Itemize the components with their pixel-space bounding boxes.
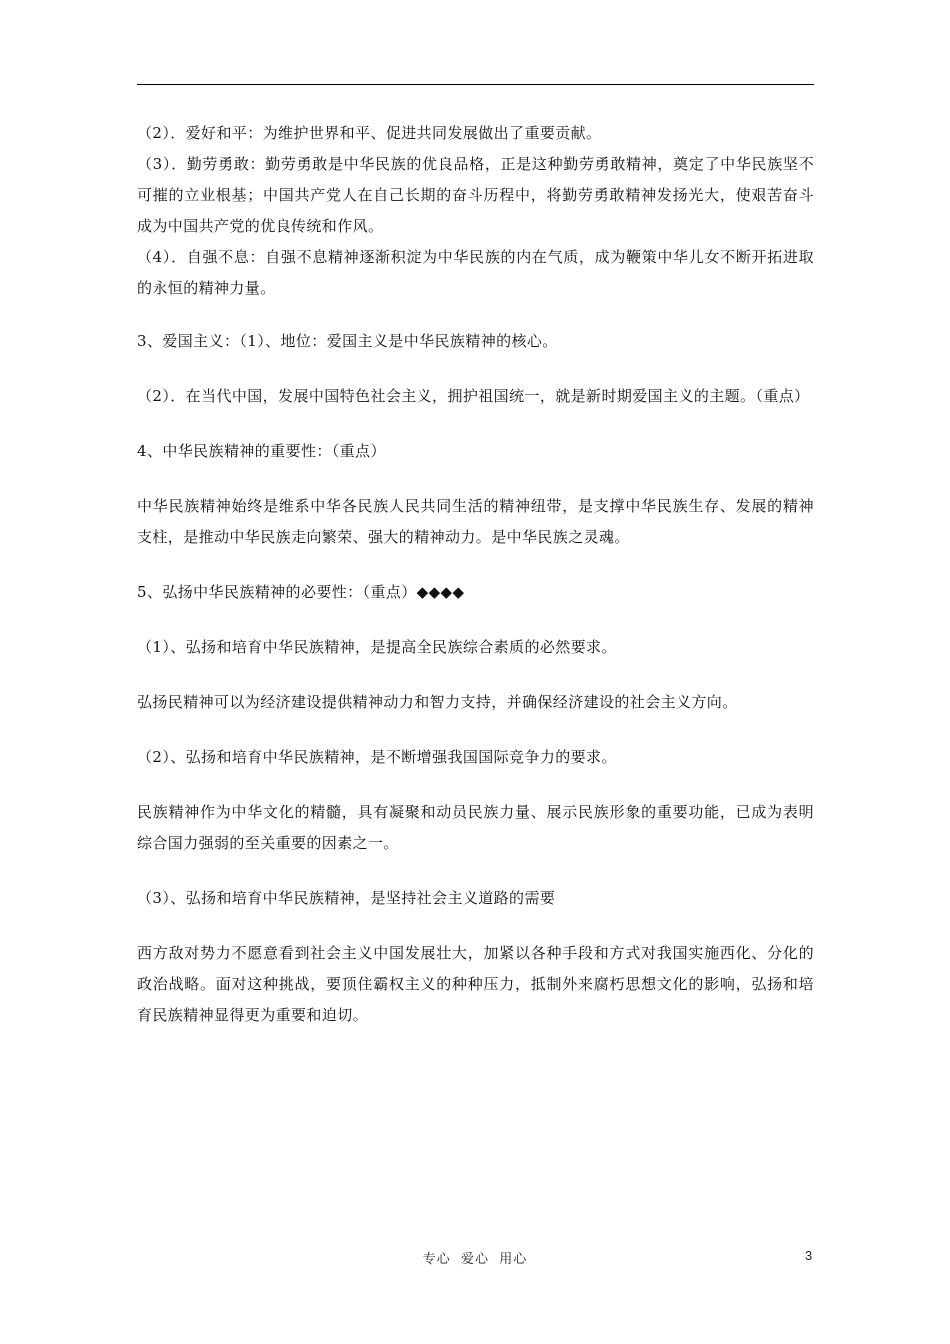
paragraph-patriotism-theme: （2）．在当代中国，发展中国特色社会主义，拥护祖国统一，就是新时期爱国主义的主题。（重点）	[137, 387, 810, 405]
paragraph-diligent-brave: （3）．勤劳勇敢：勤劳勇敢是中华民族的优良品格，正是这种勤劳勇敢精神，奠定了中华民族坚不可摧的立业根基；中国共产党人在自己长期的奋斗历程中，将勤劳勇敢精神发扬光大，使艰苦奋斗成为中国共产党的优良传统和作风。	[137, 155, 814, 235]
subheading-necessity-1: （1）、弘扬和培育中华民族精神，是提高全民族综合素质的必然要求。	[137, 638, 617, 656]
document-body	[137, 118, 814, 1031]
paragraph-necessity-2: 民族精神作为中华文化的精髓，具有凝聚和动员民族力量、展示民族形象的重要功能，已成为表明综合国力强弱的至关重要的因素之一。	[137, 803, 814, 852]
heading-necessity: 5、弘扬中华民族精神的必要性：（重点）◆◆◆◆	[137, 583, 465, 601]
paragraph-self-improvement: （4）．自强不息：自强不息精神逐渐积淀为中华民族的内在气质，成为鞭策中华儿女不断开拓进取的永恒的精神力量。	[137, 248, 814, 297]
paragraph-importance: 中华民族精神始终是维系中华各民族人民共同生活的精神纽带，是支撑中华民族生存、发展的精神支柱，是推动中华民族走向繁荣、强大的精神动力。是中华民族之灵魂。	[137, 497, 814, 546]
heading-patriotism: 3、爱国主义：（1）、地位：爱国主义是中华民族精神的核心。	[137, 332, 558, 350]
paragraph-necessity-1: 弘扬民精神可以为经济建设提供精神动力和智力支持，并确保经济建设的社会主义方向。	[137, 693, 738, 711]
subheading-necessity-2: （2）、弘扬和培育中华民族精神，是不断增强我国国际竞争力的要求。	[137, 748, 617, 766]
paragraph-necessity-3: 西方敌对势力不愿意看到社会主义中国发展壮大，加紧以各种手段和方式对我国实施西化、分化的政治战略。面对这种挑战，要顶住霸权主义的种种压力，抵制外来腐朽思想文化的影响，弘扬和培育民族精神显得更为重要和迫切。	[137, 944, 814, 1024]
subheading-necessity-3: （3）、弘扬和培育中华民族精神，是坚持社会主义道路的需要	[137, 889, 556, 907]
heading-importance: 4、中华民族精神的重要性：（重点）	[137, 442, 386, 460]
paragraph-love-peace: （2）．爱好和平：为维护世界和平、促进共同发展做出了重要贡献。	[137, 124, 602, 142]
footer-motto: 专心 爱心 用心	[422, 1252, 528, 1267]
header-rule	[137, 84, 814, 85]
page-number: 3	[805, 1248, 813, 1263]
